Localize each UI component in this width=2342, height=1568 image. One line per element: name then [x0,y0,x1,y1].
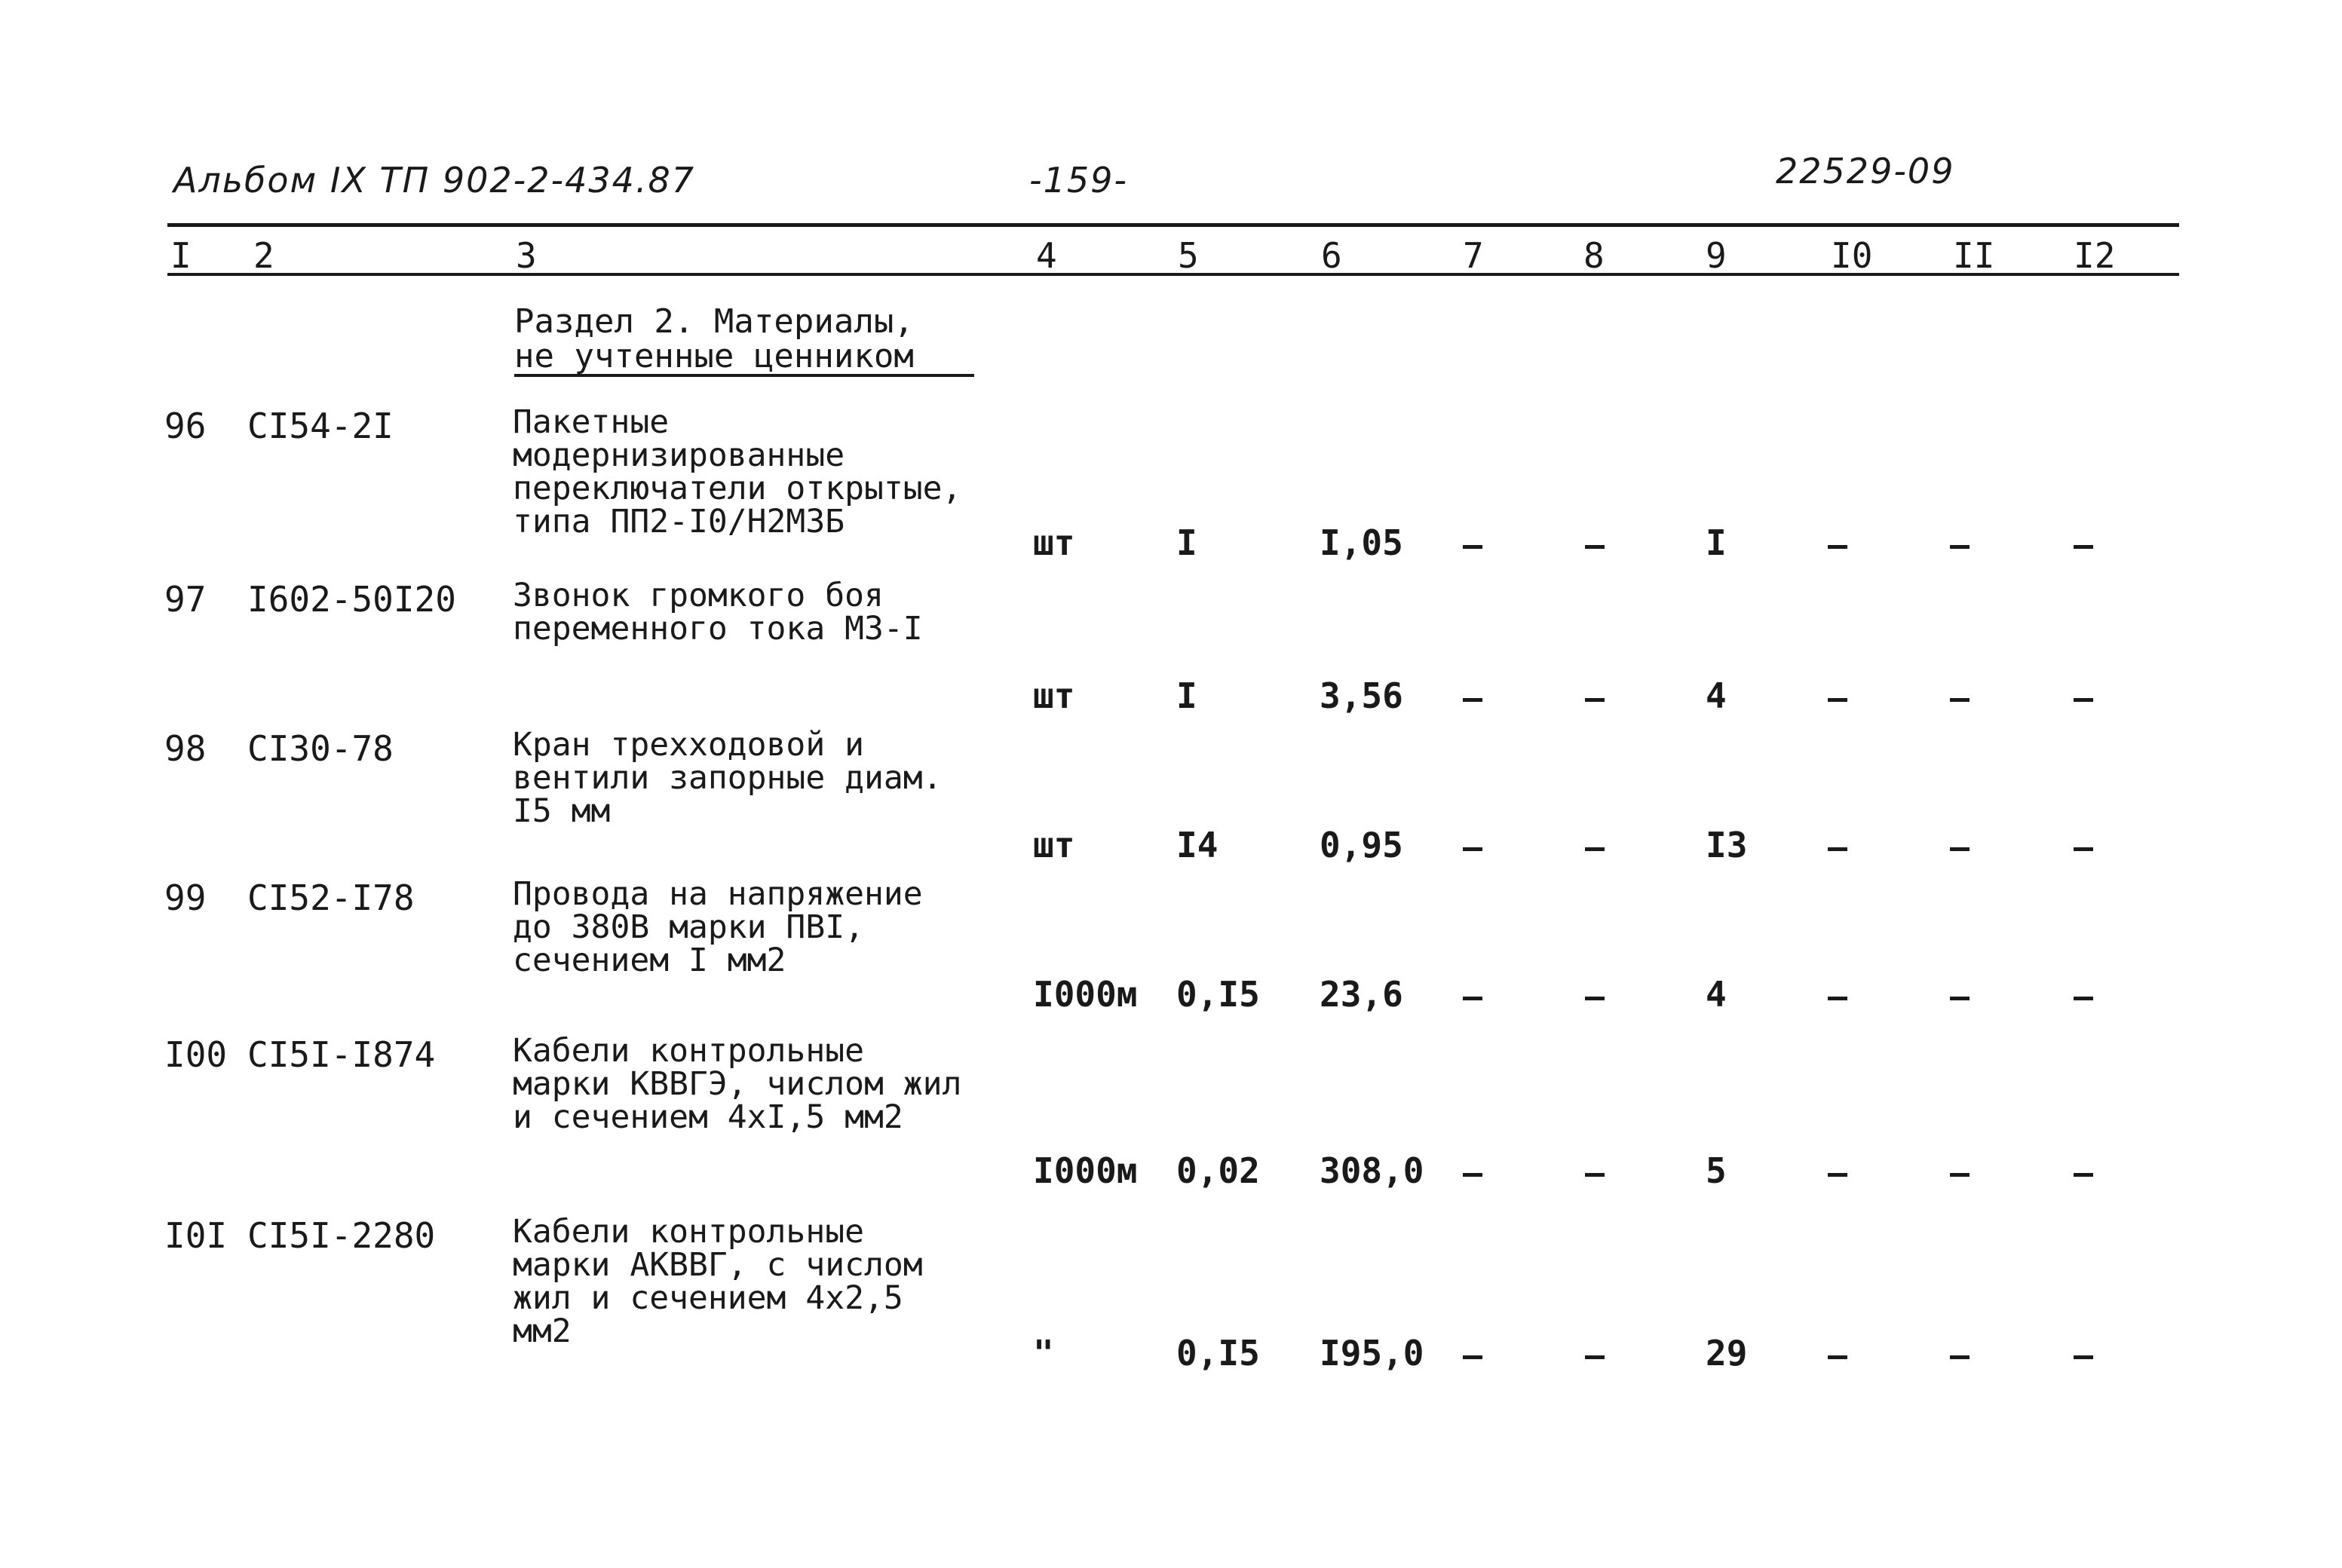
row-price: I,05 [1320,522,1403,563]
dash-mark [1828,1355,1847,1359]
dash-mark [1950,1173,1970,1177]
document-code: 22529-09 [1776,151,1955,191]
dash-mark [1828,847,1847,851]
dash-mark [1828,1173,1847,1177]
row-code: CI5I-I874 [247,1034,436,1075]
column-number: 2 [253,235,274,276]
row-index: 98 [164,728,207,769]
row-price: I95,0 [1320,1333,1424,1374]
row-quantity: I [1176,522,1197,563]
dash-mark [1585,997,1605,1000]
row-code: CI52-I78 [247,877,415,918]
row-quantity: I4 [1176,825,1219,865]
row-unit: шт [1033,825,1075,865]
column-number: 8 [1583,235,1605,276]
column-number: II [1953,235,1995,276]
row-price: 23,6 [1320,974,1403,1015]
dash-mark [1950,997,1970,1000]
dash-mark [1950,698,1970,702]
album-title: Альбом IX ТП 902-2-434.87 [173,160,696,201]
dash-mark [2074,545,2093,549]
section-heading-line2: не учтенные ценником [514,339,974,377]
dash-mark [2074,997,2093,1000]
row-unit: I000м [1033,974,1138,1015]
dash-mark [1585,847,1605,851]
row-value-c9: 5 [1706,1150,1727,1191]
dash-mark [1585,1173,1605,1177]
row-name: Звонок громкого боя переменного тока МЗ-I [513,577,923,648]
column-number: 9 [1706,235,1727,276]
row-name: Кабели контрольные марки КВВГЭ, числом жил и сечением 4хI,5 мм2 [513,1032,962,1136]
row-value-c9: I3 [1706,825,1748,865]
header-rule-bottom [167,273,2179,276]
dash-mark [1463,997,1482,1000]
row-quantity: I [1176,675,1197,716]
row-quantity: 0,I5 [1176,1333,1260,1374]
row-name: Пакетные модернизированные переключатели открытые, типа ПП2-I0/Н2МЗБ [513,403,962,541]
dash-mark [1585,698,1605,702]
row-value-c9: 29 [1706,1333,1748,1374]
dash-mark [1463,1173,1482,1177]
row-unit: " [1033,1333,1054,1374]
row-name: Кран трехходовой и вентили запорные диам. I5 мм [513,726,943,830]
column-number: I2 [2074,235,2116,276]
dash-mark [2074,847,2093,851]
row-value-c9: 4 [1706,974,1727,1015]
dash-mark [1950,847,1970,851]
row-quantity: 0,02 [1176,1150,1260,1191]
row-code: CI5I-2280 [247,1215,436,1256]
row-unit: I000м [1033,1150,1138,1191]
column-number: 3 [516,235,537,276]
row-name: Кабели контрольные марки АКВВГ, с числом жил и сечением 4х2,5 мм2 [513,1213,923,1350]
row-price: 308,0 [1320,1150,1424,1191]
dash-mark [1585,1355,1605,1359]
row-code: CI30-78 [247,728,394,769]
row-value-c9: I [1706,522,1727,563]
column-number: I [170,235,192,276]
dash-mark [1950,1355,1970,1359]
row-index: I00 [164,1034,228,1075]
header-rule-top [167,223,2179,227]
dash-mark [1828,698,1847,702]
row-code: I602-50I20 [247,579,456,620]
dash-mark [1463,698,1482,702]
dash-mark [1828,545,1847,549]
dash-mark [1463,847,1482,851]
dash-mark [2074,1355,2093,1359]
row-index: 96 [164,406,207,446]
row-code: CI54-2I [247,406,394,446]
row-index: 97 [164,579,207,620]
dash-mark [1463,545,1482,549]
row-index: 99 [164,877,207,918]
column-number: 5 [1178,235,1199,276]
dash-mark [1950,545,1970,549]
dash-mark [1828,997,1847,1000]
row-price: 3,56 [1320,675,1403,716]
column-number: 6 [1321,235,1342,276]
row-name: Провода на напряжение до 380В марки ПВI, сечением I мм2 [513,875,923,979]
row-unit: шт [1033,675,1075,716]
section-heading [514,302,974,377]
dash-mark [1585,545,1605,549]
row-price: 0,95 [1320,825,1403,865]
page-number: -159- [1029,160,1128,201]
dash-mark [2074,698,2093,702]
column-number: I0 [1831,235,1873,276]
row-value-c9: 4 [1706,675,1727,716]
column-number: 4 [1036,235,1057,276]
row-index: I0I [164,1215,228,1256]
dash-mark [1463,1355,1482,1359]
column-number: 7 [1463,235,1484,276]
section-heading-line1: Раздел 2. Материалы, [514,302,914,341]
row-quantity: 0,I5 [1176,974,1260,1015]
row-unit: шт [1033,522,1075,563]
dash-mark [2074,1173,2093,1177]
